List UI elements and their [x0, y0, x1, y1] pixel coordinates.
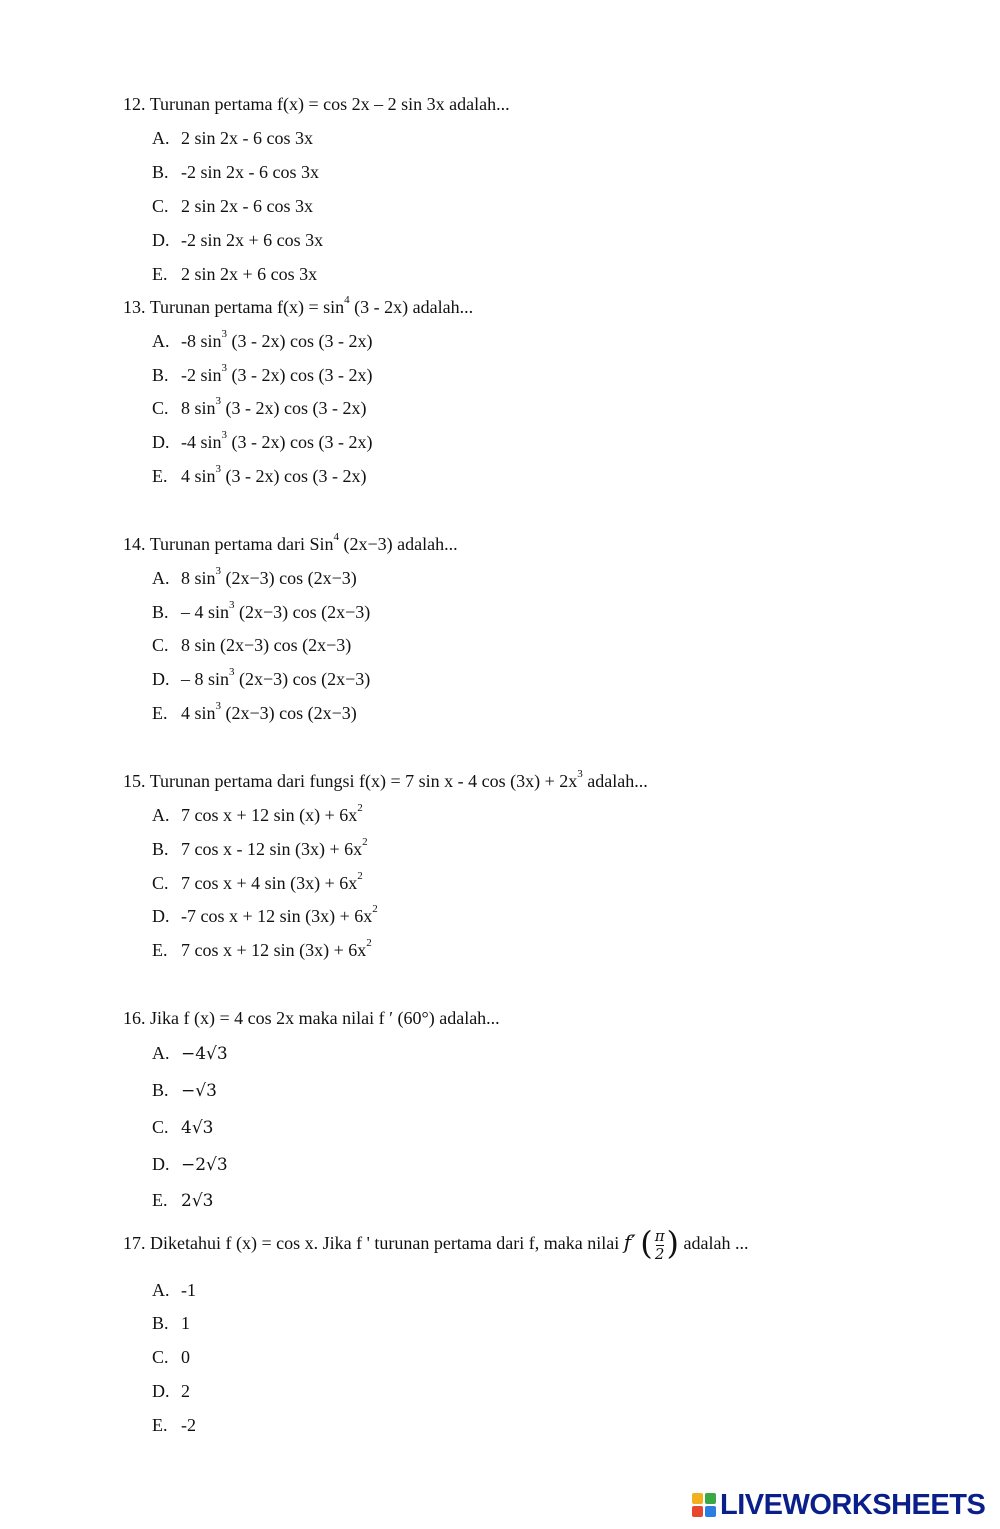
option-text: -2 sin 2x - 6 cos 3x [181, 162, 319, 182]
option-text: 7 cos x + 12 sin (x) + 6x [181, 805, 358, 825]
option-letter: E. [152, 1190, 168, 1210]
option-text: -7 cos x + 12 sin (3x) + 6x [181, 906, 373, 926]
option-text-end: (2x−3) cos (2x−3) [221, 703, 357, 723]
option-letter: C. [152, 1117, 169, 1137]
option-text-end: (3 - 2x) cos (3 - 2x) [227, 331, 373, 351]
exponent: 4 [333, 531, 339, 543]
option-letter: B. [152, 162, 169, 182]
question-text: Turunan pertama dari fungsi f(x) = 7 sin x - 4 cos (3x) + 2x [149, 771, 578, 791]
exponent: 3 [215, 565, 222, 577]
option-13-b[interactable] [152, 362, 373, 386]
exponent: 3 [221, 328, 227, 340]
exponent: 3 [577, 768, 583, 780]
option-letter: C. [152, 635, 169, 655]
option-letter: C. [152, 398, 169, 418]
logo-square-1 [692, 1493, 703, 1504]
exponent: 3 [215, 700, 222, 712]
option-text: 2 sin 2x - 6 cos 3x [181, 196, 313, 216]
option-text: -4 sin [181, 432, 222, 452]
option-letter: C. [152, 1347, 169, 1367]
right-paren: ) [666, 1224, 680, 1262]
liveworksheets-logo-icon [692, 1493, 716, 1517]
exponent: 3 [221, 362, 227, 374]
option-letter: E. [152, 703, 168, 723]
option-12-b[interactable] [152, 162, 319, 183]
fraction [655, 1228, 665, 1263]
option-letter: E. [152, 264, 168, 284]
option-14-a[interactable] [152, 565, 357, 589]
option-text-end: (3 - 2x) cos (3 - 2x) [227, 432, 373, 452]
option-letter: A. [152, 805, 170, 825]
liveworksheets-logo [692, 1487, 985, 1523]
option-letter: A. [152, 568, 170, 588]
logo-square-3 [692, 1506, 703, 1517]
option-letter: B. [152, 602, 169, 622]
f-prime-symbol: f′ [623, 1230, 636, 1255]
option-16-c[interactable] [152, 1117, 213, 1138]
option-text: 4 sin [181, 703, 216, 723]
option-17-b[interactable] [152, 1313, 190, 1334]
option-letter: C. [152, 873, 169, 893]
option-15-b[interactable] [152, 836, 368, 860]
option-12-d[interactable] [152, 230, 323, 251]
option-text: −√3 [181, 1081, 217, 1101]
option-text: 2 [181, 1381, 190, 1401]
question-text: Jika f (x) = 4 cos 2x maka nilai f ′ (60°) adalah... [150, 1008, 500, 1028]
option-14-c[interactable] [152, 635, 351, 656]
exponent: 3 [229, 599, 235, 611]
question-text-end: (2x−3) adalah... [339, 534, 458, 554]
exponent: 4 [344, 294, 350, 306]
exponent: 2 [357, 870, 363, 882]
exponent: 3 [229, 666, 235, 678]
question-text: Turunan pertama f(x) = sin [149, 297, 345, 317]
option-text: −4√3 [181, 1044, 228, 1064]
option-text-end: (2x−3) cos (2x−3) [221, 568, 357, 588]
option-text: 8 sin [181, 398, 216, 418]
option-text: -8 sin [181, 331, 222, 351]
option-14-b[interactable] [152, 599, 371, 623]
option-text: 2√3 [181, 1191, 214, 1211]
question-number: 12. [123, 94, 146, 114]
exponent: 3 [221, 429, 227, 441]
option-13-c[interactable] [152, 395, 367, 419]
option-letter: D. [152, 230, 170, 250]
option-text: 8 sin (2x−3) cos (2x−3) [181, 635, 352, 655]
question-16-stem [123, 1008, 500, 1029]
option-15-e[interactable] [152, 937, 372, 961]
option-text: – 4 sin [181, 602, 230, 622]
option-15-c[interactable] [152, 870, 363, 894]
option-16-d[interactable] [152, 1154, 228, 1175]
option-letter: E. [152, 466, 168, 486]
question-text-end: (3 - 2x) adalah... [349, 297, 474, 317]
question-text-end: adalah ... [679, 1233, 749, 1254]
option-text: -2 sin 2x + 6 cos 3x [181, 230, 324, 250]
logo-square-4 [705, 1506, 716, 1517]
exponent: 3 [215, 395, 222, 407]
option-13-a[interactable] [152, 328, 373, 352]
question-14-stem [123, 531, 458, 555]
question-text: Turunan pertama dari Sin [149, 534, 334, 554]
question-number: 13. [123, 297, 146, 317]
option-letter: A. [152, 1280, 170, 1300]
option-letter: B. [152, 1313, 169, 1333]
option-text: 7 cos x - 12 sin (3x) + 6x [181, 839, 363, 859]
option-text: 7 cos x + 4 sin (3x) + 6x [181, 873, 358, 893]
option-16-a[interactable] [152, 1043, 228, 1064]
option-letter: C. [152, 196, 169, 216]
exponent: 3 [215, 463, 222, 475]
fraction-numerator: π [654, 1226, 665, 1245]
option-17-c[interactable] [152, 1347, 190, 1368]
option-text: 2 sin 2x - 6 cos 3x [181, 128, 313, 148]
question-number: 17. [123, 1233, 146, 1254]
option-15-a[interactable] [152, 802, 363, 826]
left-paren: ( [640, 1224, 653, 1262]
option-letter: A. [152, 1043, 170, 1063]
option-letter: A. [152, 128, 170, 148]
option-text: -2 sin [181, 365, 222, 385]
option-text: −2√3 [181, 1155, 228, 1175]
option-text: -1 [181, 1280, 196, 1300]
option-text: 0 [181, 1347, 190, 1367]
fraction-denominator: 2 [654, 1244, 665, 1263]
exponent: 2 [362, 836, 368, 848]
exponent: 2 [357, 802, 363, 814]
option-13-d[interactable] [152, 429, 373, 453]
option-13-e[interactable] [152, 463, 367, 487]
liveworksheets-logo-text: LIVEWORKSHEETS [720, 1488, 986, 1521]
option-17-e[interactable] [152, 1415, 196, 1436]
option-12-e[interactable] [152, 264, 317, 285]
option-letter: B. [152, 365, 169, 385]
option-text: 8 sin [181, 568, 216, 588]
logo-square-2 [705, 1493, 716, 1504]
option-text: 4√3 [181, 1118, 214, 1138]
option-17-d[interactable] [152, 1381, 190, 1402]
option-letter: D. [152, 1381, 170, 1401]
option-letter: D. [152, 669, 170, 689]
question-12-stem [123, 94, 510, 115]
option-14-d[interactable] [152, 666, 371, 690]
question-number: 14. [123, 534, 146, 554]
question-text-end: adalah... [582, 771, 648, 791]
option-12-c[interactable] [152, 196, 313, 217]
option-letter: D. [152, 432, 170, 452]
question-number: 16. [123, 1008, 146, 1028]
option-letter: A. [152, 331, 170, 351]
question-15-stem [123, 768, 648, 792]
option-letter: E. [152, 940, 168, 960]
option-text-end: (2x−3) cos (2x−3) [234, 669, 371, 689]
option-letter: E. [152, 1415, 168, 1435]
option-text: – 8 sin [181, 669, 230, 689]
option-16-e[interactable] [152, 1190, 213, 1211]
option-letter: D. [152, 1154, 170, 1174]
option-text-end: (3 - 2x) cos (3 - 2x) [221, 398, 367, 418]
question-number: 15. [123, 771, 146, 791]
option-15-d[interactable] [152, 903, 378, 927]
option-letter: D. [152, 906, 170, 926]
option-text-end: (3 - 2x) cos (3 - 2x) [227, 365, 373, 385]
exponent: 2 [372, 903, 378, 915]
question-17-stem [123, 1226, 749, 1264]
option-text: 4 sin [181, 466, 216, 486]
option-17-a[interactable] [152, 1280, 196, 1301]
option-text: -2 [181, 1415, 196, 1435]
option-14-e[interactable] [152, 700, 357, 724]
option-12-a[interactable] [152, 128, 313, 149]
option-letter: B. [152, 839, 169, 859]
option-text-end: (2x−3) cos (2x−3) [234, 602, 371, 622]
question-13-stem [123, 294, 474, 318]
question-text: Turunan pertama f(x) = cos 2x – 2 sin 3x adalah... [149, 94, 510, 114]
option-text: 2 sin 2x + 6 cos 3x [181, 264, 318, 284]
option-text-end: (3 - 2x) cos (3 - 2x) [221, 466, 367, 486]
exponent: 2 [366, 937, 372, 949]
option-letter: B. [152, 1080, 169, 1100]
option-text: 7 cos x + 12 sin (3x) + 6x [181, 940, 367, 960]
option-16-b[interactable] [152, 1080, 217, 1101]
question-text: Diketahui f (x) = cos x. Jika f ' turunan pertama dari f, maka nilai [150, 1233, 624, 1254]
option-text: 1 [181, 1313, 190, 1333]
